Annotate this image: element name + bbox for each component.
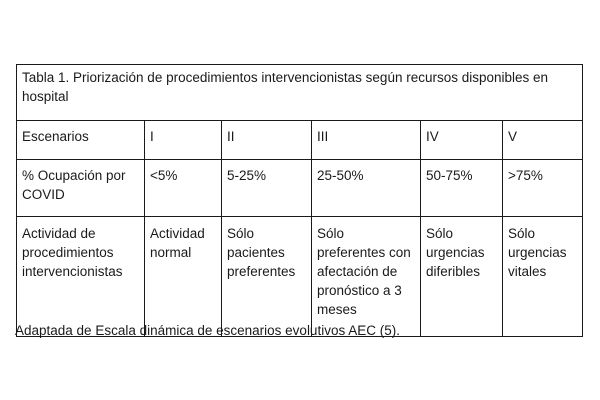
table-cell: >75%	[503, 160, 583, 217]
table-cell: 25-50%	[312, 160, 421, 217]
table-cell: Sólo urgencias vitales	[503, 217, 583, 337]
table-cell: Sólo preferentes con afectación de pronóstico a 3 meses	[312, 217, 421, 337]
table-caption: Tabla 1. Priorización de procedimientos intervencionistas según recursos disponibles en hospital	[17, 65, 583, 121]
row-header-actividad: Actividad de procedimientos intervencionistas	[17, 217, 145, 337]
table-cell: IV	[421, 121, 503, 160]
table-row	[17, 160, 583, 217]
row-header-escenarios: Escenarios	[17, 121, 145, 160]
table-cell: 50-75%	[421, 160, 503, 217]
row-header-ocupacion: % Ocupación por COVID	[17, 160, 145, 217]
table-cell: V	[503, 121, 583, 160]
table-cell: <5%	[145, 160, 222, 217]
table-cell: III	[312, 121, 421, 160]
table-cell: Actividad normal	[145, 217, 222, 337]
table-row	[17, 217, 583, 337]
prioritization-table	[16, 64, 583, 337]
table-cell: 5-25%	[222, 160, 312, 217]
table-footnote: Adaptada de Escala dinámica de escenarios evolutivos AEC (5).	[15, 323, 400, 338]
table-cell: I	[145, 121, 222, 160]
table-cell: Sólo urgencias diferibles	[421, 217, 503, 337]
table-cell: Sólo pacientes preferentes	[222, 217, 312, 337]
table-cell: II	[222, 121, 312, 160]
table-caption-row	[17, 65, 583, 121]
table-row	[17, 121, 583, 160]
